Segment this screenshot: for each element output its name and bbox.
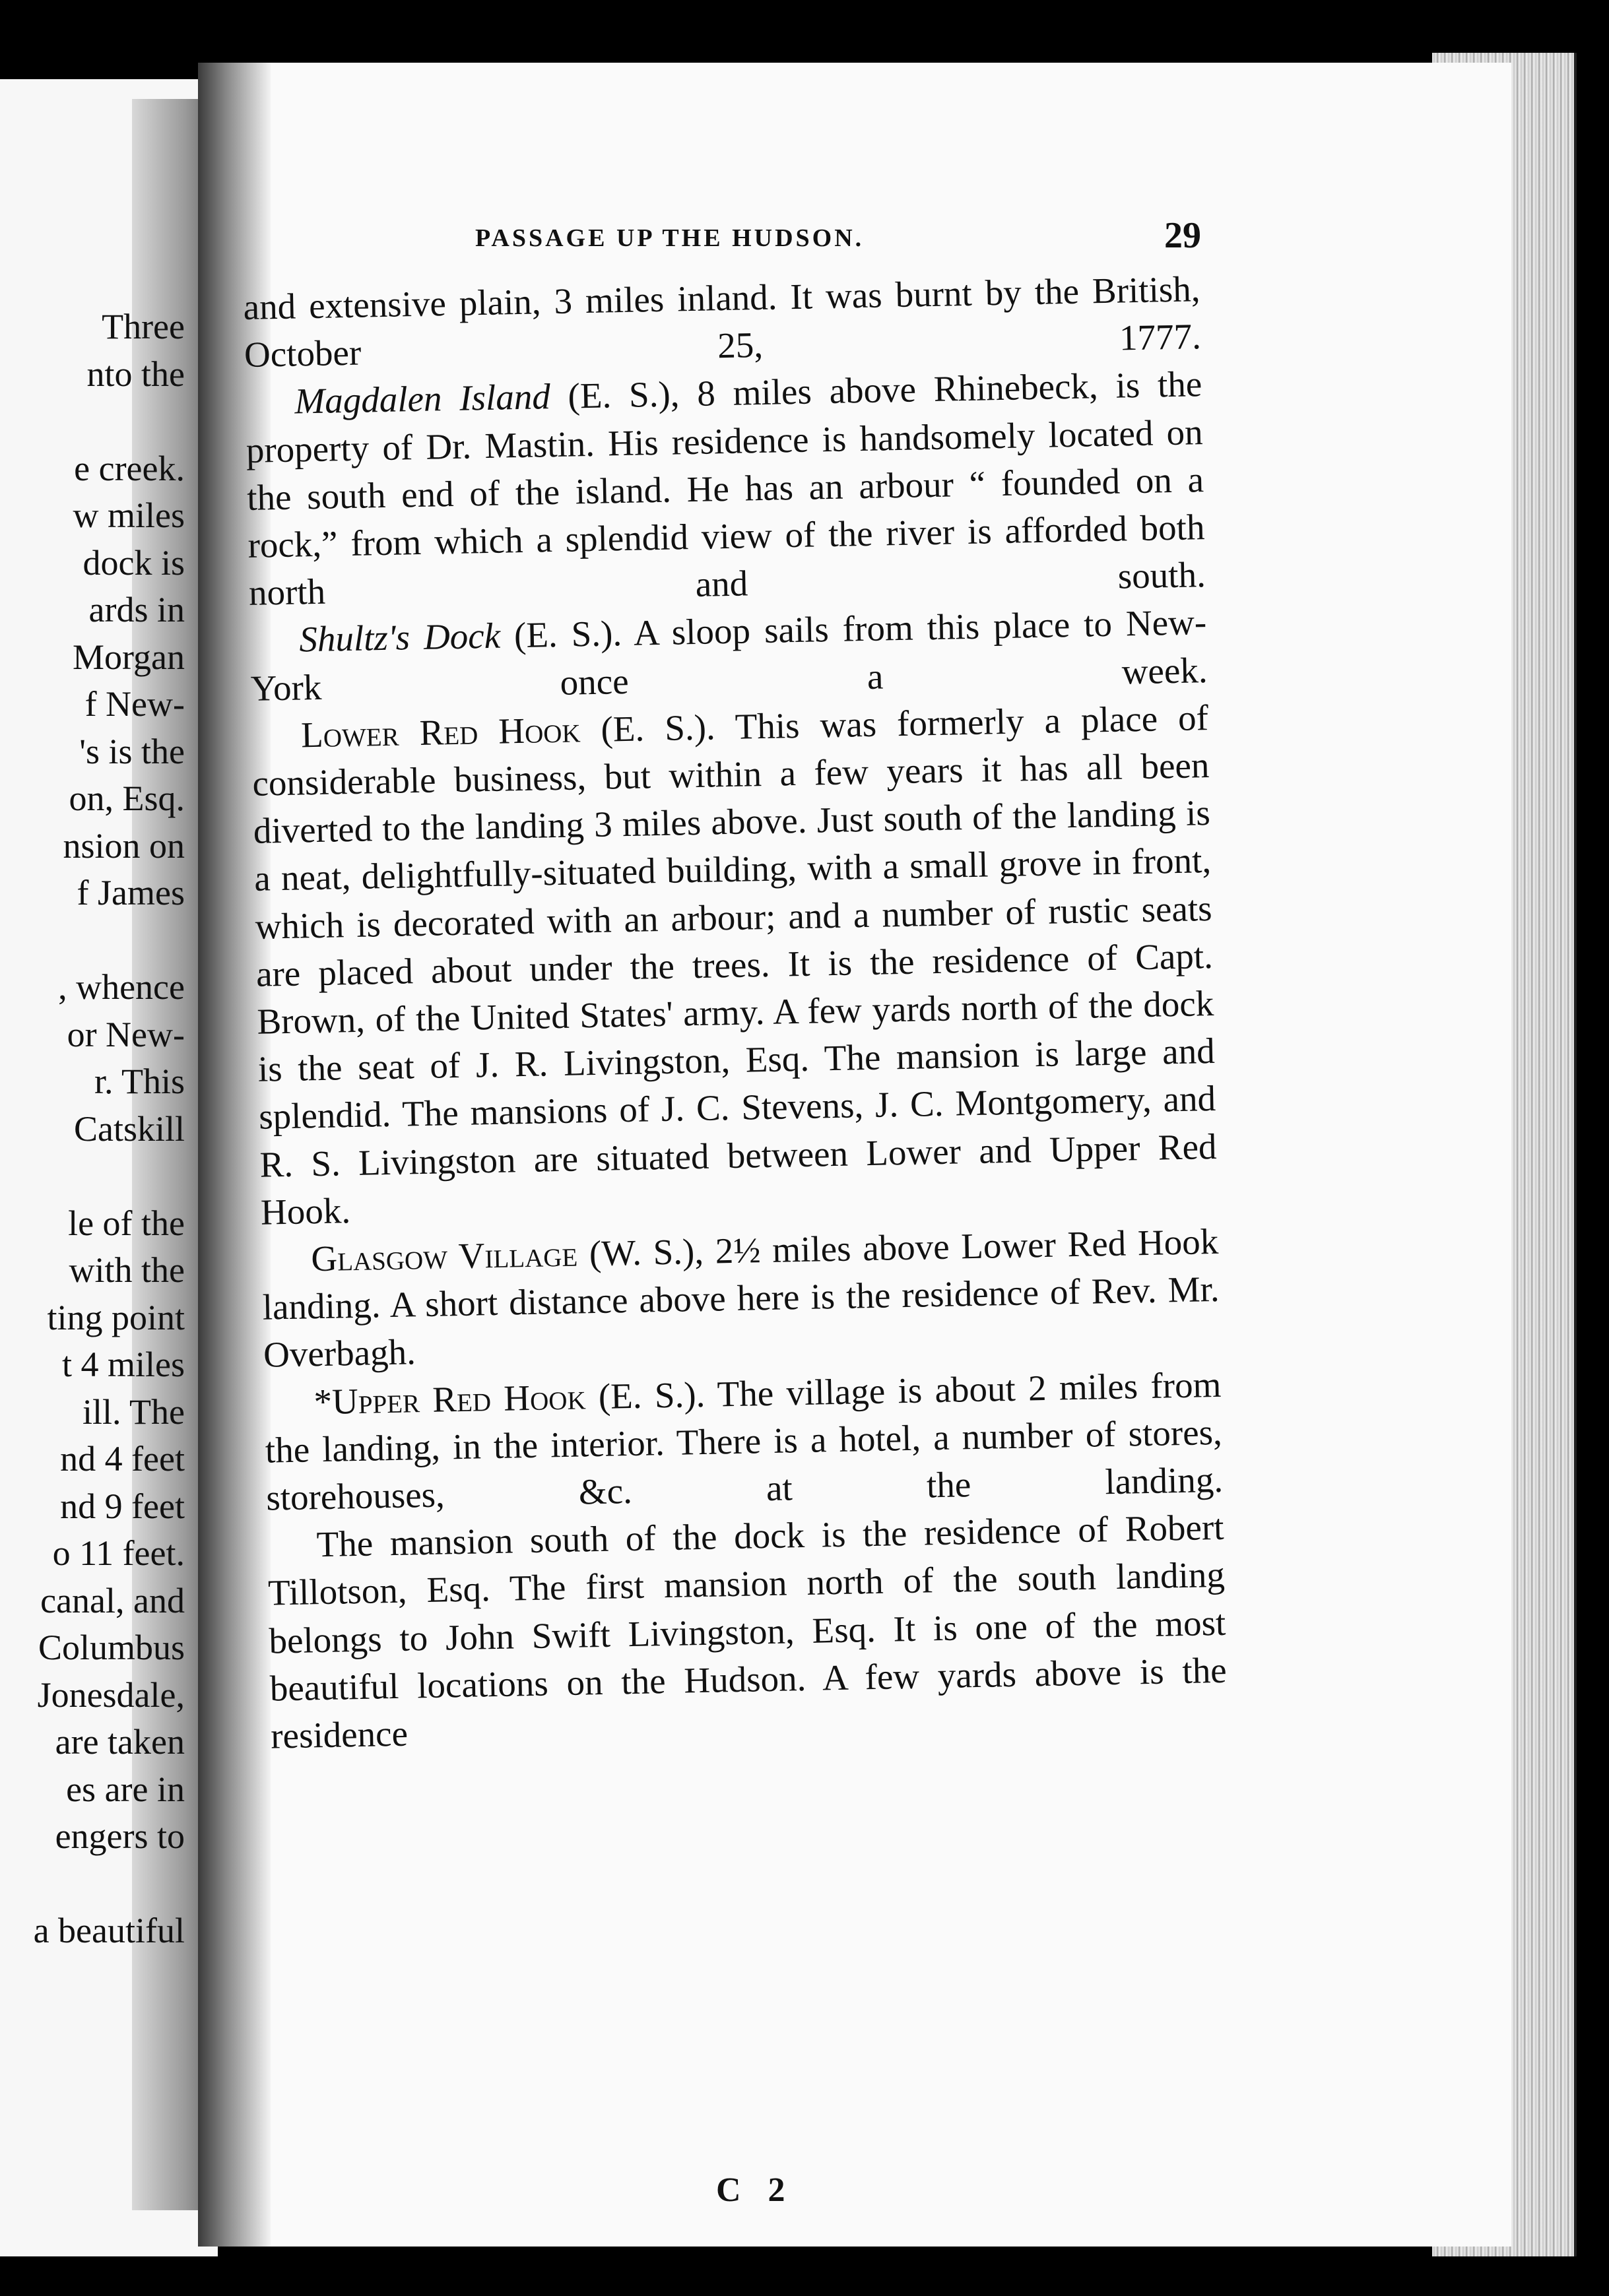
- page-body: [243, 265, 1228, 1760]
- paragraph-6: [264, 1361, 1224, 1522]
- left-page-line: le of the: [68, 1203, 185, 1243]
- left-page-line: Jonesdale,: [37, 1674, 185, 1715]
- left-page-line: nsion on: [63, 825, 185, 866]
- paragraph-6-text: (E. S.). The village is about 2 miles from the landing, in the interior. There is a hotel, a number of stores, storehouses, &c. at the landing.: [265, 1364, 1224, 1518]
- left-page-line: ards in: [88, 590, 185, 629]
- left-page-line: o 11 feet.: [52, 1533, 185, 1573]
- left-page-line: [0, 917, 185, 965]
- left-page-line: f New-: [84, 684, 185, 724]
- left-page-line: Morgan: [73, 637, 185, 677]
- left-page-line: r. This: [94, 1062, 185, 1101]
- entry-name-shultzs-dock: Shultz's Dock: [298, 616, 501, 660]
- signature-mark: C 2: [716, 2171, 795, 2209]
- left-page-line: with the: [69, 1250, 185, 1290]
- left-page-line: [0, 1153, 185, 1200]
- paragraph-1-text: and extensive plain, 3 miles inland. It was burnt by the British, October 25, 1777.: [243, 269, 1202, 375]
- paragraph-7: [267, 1504, 1228, 1760]
- entry-name-magdalen-island: Magdalen Island: [294, 376, 551, 422]
- left-page-line: nto the: [86, 354, 185, 394]
- left-page-line: f James: [77, 873, 185, 912]
- left-page-line: or New-: [67, 1014, 185, 1054]
- paragraph-5-text: (W. S.), 2½ miles above Lower Red Hook landing. A short distance above here is the residence of Rev. Mr. Overbagh.: [262, 1221, 1220, 1376]
- paragraph-2: [245, 361, 1206, 618]
- left-page-line: a beautiful: [33, 1911, 185, 1950]
- left-page-text-fragments: [0, 303, 185, 1955]
- entry-name-lower-red-hook: Lower Red Hook: [300, 709, 581, 755]
- paragraph-4: [251, 694, 1218, 1236]
- left-page-line: w miles: [73, 495, 185, 535]
- paragraph-3: [249, 598, 1208, 712]
- left-page-line: ting point: [47, 1297, 185, 1337]
- running-header: [475, 214, 1201, 267]
- left-page-line: Columbus: [38, 1628, 185, 1667]
- paragraph-2-text: (E. S.), 8 miles above Rhinebeck, is the property of Dr. Mastin. His residence is handsomely located on the south end of the island. He has an arbour “ founded on a rock,” from which a splendid view of the river is afforded both north and south.: [246, 364, 1206, 614]
- left-page-line: Three: [102, 307, 185, 346]
- left-page-line: engers to: [55, 1816, 185, 1856]
- left-page-line: dock is: [82, 542, 185, 583]
- running-title: PASSAGE UP THE HUDSON.: [475, 224, 865, 252]
- left-page-line: 's is the: [79, 731, 185, 771]
- entry-name-glasgow-village: Glasgow Village: [310, 1233, 578, 1279]
- left-page-line: canal, and: [40, 1580, 185, 1620]
- left-page-line: t 4 miles: [62, 1345, 185, 1384]
- paragraph-7-text: The mansion south of the dock is the residence of Robert Tillotson, Esq. The first mansion north of the south landing belongs to John Swift Livingston, Esq. It is one of the most beautiful locations on the Hudson. A few yards above is the residence: [267, 1507, 1228, 1756]
- left-page-line: ill. The: [82, 1391, 185, 1432]
- paragraph-5: [261, 1218, 1221, 1379]
- left-page-line: are taken: [55, 1722, 185, 1762]
- left-page-line: on, Esq.: [69, 779, 185, 818]
- left-page-line: , whence: [58, 967, 185, 1007]
- paragraph-1: [243, 265, 1202, 379]
- left-page-line: [0, 1861, 185, 1908]
- paragraph-3-text: (E. S.). A sloop sails from this place to New-York once a week.: [250, 602, 1208, 709]
- left-page-line: Catskill: [73, 1108, 185, 1149]
- left-page-line: es are in: [66, 1769, 185, 1809]
- entry-name-upper-red-hook: *Upper Red Hook: [313, 1376, 587, 1422]
- left-page-line: nd 4 feet: [60, 1439, 185, 1479]
- paragraph-4-text: (E. S.). This was formerly a place of considerable business, but within a few years it has all been diverted to the landing 3 miles above. Just south of the landing is a neat, delightfully-situated building, with a small grove in front, which is decorated with an arbour; and a number of rustic seats are placed about under the trees. It is the residence of Capt. Brown, of the United States' army. A few yards north of the dock is the seat of J. R. Livingston, Esq. The mansion is large and splendid. The mansions of J. C. Stevens, J. C. Montgomery, and R. S. Livingston are situated between Lower and Upper Red Hook.: [251, 697, 1217, 1232]
- left-page-line: [0, 398, 185, 445]
- left-page-line: nd 9 feet: [60, 1486, 185, 1526]
- left-page-line: e creek.: [74, 448, 185, 488]
- page-number: 29: [1164, 215, 1201, 256]
